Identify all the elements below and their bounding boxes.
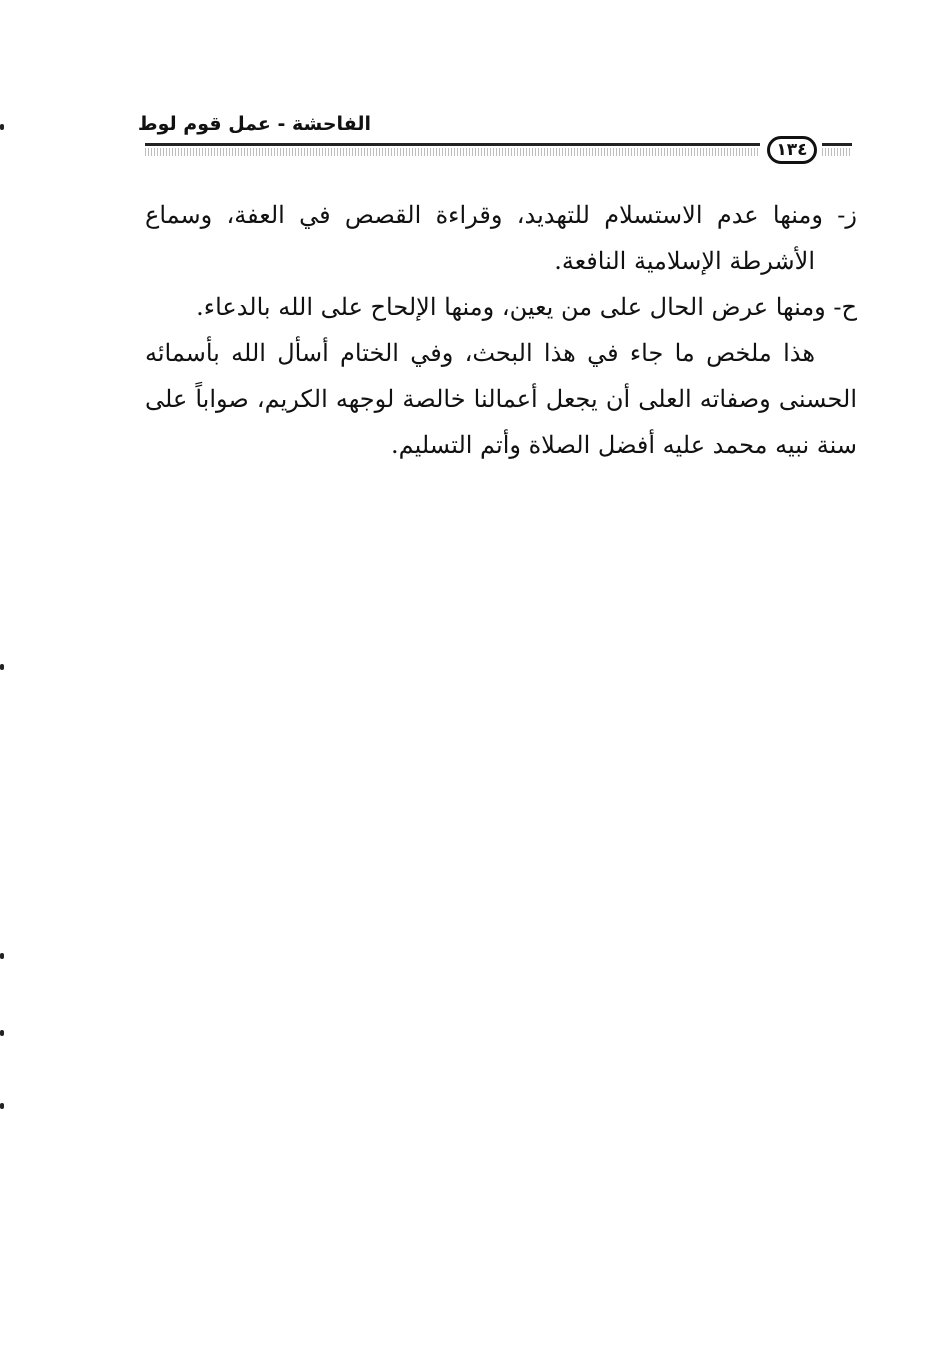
header-rule-right <box>822 143 852 146</box>
scan-edge-mark <box>0 953 4 959</box>
scan-edge-mark <box>0 1030 4 1036</box>
scan-edge-mark <box>0 664 4 670</box>
conclusion-paragraph: هذا ملخص ما جاء في هذا البحث، وفي الختام أسأل الله بأسمائه الحسنى وصفاته العلى أن يجعل أعمالنا خالصة لوجهه الكريم، صواباً على سنة نبيه محمد عليه أفضل الصلاة وأتم التسليم. <box>145 339 857 459</box>
header-rule-shading <box>145 148 760 156</box>
scan-edge-mark <box>0 124 4 130</box>
list-item-h: ح- ومنها عرض الحال على من يعين، ومنها الإلحاح على الله بالدعاء. <box>196 293 857 321</box>
header-rule <box>145 143 760 146</box>
page-number: ١٣٤ <box>767 136 817 164</box>
body-text <box>145 192 857 468</box>
header-rule-right-shading <box>822 148 852 156</box>
scan-edge-mark <box>0 1103 4 1109</box>
running-header-title: الفاحشة - عمل قوم لوط <box>137 113 371 135</box>
list-item-z: ز- ومنها عدم الاستسلام للتهديد، وقراءة القصص في العفة، وسماع الأشرطة الإسلامية النافعة. <box>145 201 857 275</box>
